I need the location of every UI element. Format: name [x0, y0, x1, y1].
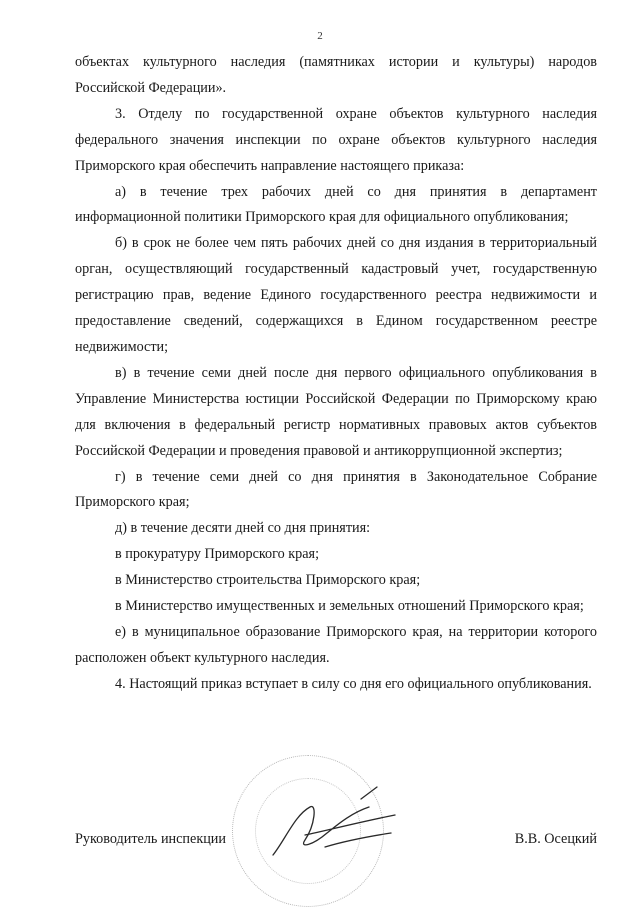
paragraph-recipient-property: в Министерство имущественных и земельных отношений Приморского края;: [115, 598, 584, 615]
paragraph-continuation: объектах культурного наследия (памятниках истории и культуры) народов Российской Федерации».: [75, 54, 597, 96]
paragraph-recipient-construction: в Министерство строительства Приморского края;: [115, 572, 421, 589]
page-number: 2: [317, 30, 323, 42]
paragraph-recipient-prosecutor: в прокуратуру Приморского края;: [115, 546, 320, 563]
signatory-position: Руководитель инспекции: [75, 831, 226, 847]
paragraph-item-g: г) в течение семи дней со дня принятия в Законодательное Собрание Приморского края;: [75, 468, 597, 511]
paragraph-item-a: а) в течение трех рабочих дней со дня принятия в департамент информационной политики Приморского края для официального опубликования;: [75, 183, 597, 226]
signature-line: [75, 831, 597, 855]
paragraph-item-d: д) в течение десяти дней со дня принятия:: [115, 520, 371, 537]
paragraph-item-e: е) в муниципальное образование Приморского края, на территории которого расположен объект культурного наследия.: [75, 623, 597, 666]
paragraph-item-v: в) в течение семи дней после дня первого официального опубликования в Управление Министерства юстиции Российской Федерации по Приморскому краю для включения в федеральный регистр нормативных правовых актов субъектов Российской Федерации и проведения правовой и антикоррупционной экспертиз;: [75, 364, 597, 459]
document-body: [75, 50, 597, 698]
paragraph-item-3: 3. Отделу по государственной охране объектов культурного наследия федерального значения инспекции по охране объектов культурного наследия Приморского края обеспечить направление настоящего приказа:: [75, 105, 597, 174]
paragraph-item-4: 4. Настоящий приказ вступает в силу со дня его официального опубликования.: [115, 675, 592, 692]
signatory-name: В.В. Осецкий: [514, 831, 597, 847]
paragraph-item-b: б) в срок не более чем пять рабочих дней со дня издания в территориальный орган, осуществляющий государственный кадастровый учет, государственную регистрацию прав, ведение Единого государственного реестра недвижимости и предоставление сведений, содержащихся в Едином государственном реестре недвижимости;: [75, 235, 597, 355]
